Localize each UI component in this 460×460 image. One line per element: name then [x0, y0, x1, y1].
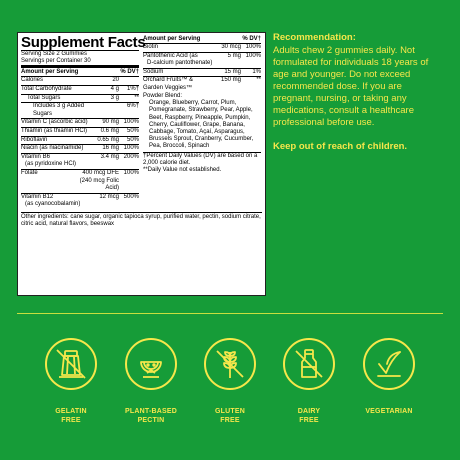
recommendation-block [273, 32, 443, 153]
b6-dv: 200% [123, 153, 139, 160]
nutrient-amount: 20 [112, 77, 119, 84]
footnote-dv: †Percent Daily Values (DV) are based on a 2,000 calorie diet. [143, 152, 258, 166]
b12-amount: 12 mcg [99, 193, 119, 200]
badge-label [116, 408, 186, 425]
badge-dairy-free [274, 338, 344, 425]
badge-plant-based-pectin [116, 338, 186, 425]
servings-per-container: Servings per Container 30 [21, 58, 139, 68]
pantothenic-sub: D-calcium pantothenate) [147, 60, 213, 67]
badge-label-line1: GLUTEN [215, 408, 245, 415]
nutrient-dv: 1%† [126, 86, 139, 92]
folate-amount: 400 mcg DFE [82, 169, 119, 176]
badge-label-line1: VEGETARIAN [365, 408, 413, 415]
badge-circle [363, 338, 415, 390]
nutrient-amount: 3 g [110, 94, 119, 101]
orchard-blend-row [143, 77, 261, 100]
nutrient-amount: 16 mg [102, 145, 119, 152]
nutrient-row [143, 44, 261, 53]
pantothenic-amount: 5 mg [227, 52, 241, 59]
nutrient-name: Includes 3 g Added Sugars [33, 103, 85, 117]
nutrient-row-b6 [21, 154, 139, 170]
pantothenic-dv: 100% [245, 52, 261, 59]
nutrient-name: Thiamin (as thiamin HCl) [21, 127, 88, 134]
badge-label-line2: FREE [299, 416, 319, 424]
pantothenic-name: Pantothenic Acid (as [143, 52, 198, 59]
nutrient-row [21, 128, 139, 137]
nutrient-name: Calories [21, 77, 44, 84]
nutrient-dv: 100% [123, 119, 139, 126]
nutrient-row [21, 95, 139, 104]
header-dv: % DV† [120, 69, 139, 76]
facts-header [21, 68, 139, 77]
child-warning: Keep out of reach of children. [273, 141, 408, 152]
badge-label [195, 408, 265, 425]
b12-dv: 500% [123, 193, 139, 200]
nutrient-dv: 50% [126, 136, 139, 143]
b6-name: Vitamin B6 [21, 153, 50, 160]
badge-gluten-free [195, 338, 265, 425]
other-ingredients: Other ingredients: cane sugar, organic tapioca syrup, purified water, pectin, sodium citrate, citric acid, natural flavors, beeswax [21, 213, 261, 228]
nutrient-amount [91, 103, 119, 118]
nutrient-amount: 4 g [110, 86, 119, 92]
facts-left-column [21, 34, 146, 209]
badge-label [36, 408, 106, 425]
facts-header-right [143, 35, 261, 44]
nutrient-dv: ** [134, 94, 139, 101]
sodium-dv: 1% [252, 68, 261, 75]
nutrient-dv: 50% [126, 127, 139, 134]
orchard-name: Orchard Fruits™ & Garden Veggies™ Powder Blend: [143, 77, 194, 99]
sliced-fruit-icon [127, 340, 175, 388]
nutrient-row [21, 137, 139, 146]
badge-label-line2: PECTIN [137, 416, 165, 424]
nutrient-name: Total Sugars [27, 94, 61, 101]
folate-sub: (240 mcg Folic Acid) [79, 177, 119, 192]
footnote-no-dv: **Daily Value not established. [143, 166, 222, 173]
header-amount: Amount per Serving [21, 69, 79, 76]
feature-badges [0, 338, 460, 448]
facts-title: Supplement Facts [21, 34, 146, 51]
badge-circle [204, 338, 256, 390]
nutrient-name: Biotin [143, 44, 159, 50]
folate-dv: 100% [123, 169, 139, 176]
facts-right-column [143, 35, 261, 209]
nutrient-dv: 100% [123, 145, 139, 152]
sodium-amount: 15 mg [224, 68, 241, 75]
supplement-facts-panel [17, 32, 266, 296]
nutrient-row-pantothenic [143, 53, 261, 69]
nutrient-amount: 90 mg [102, 119, 119, 126]
badge-label [274, 408, 344, 425]
badge-label-line1: PLANT-BASED [125, 408, 177, 415]
badge-circle [125, 338, 177, 390]
nutrient-dv: 100% [245, 44, 261, 50]
badge-label-line2: FREE [220, 416, 240, 424]
leaf-check-icon [365, 340, 413, 388]
nutrient-row [21, 86, 139, 95]
header-amount-right: Amount per Serving [143, 36, 201, 42]
gelatin-mold-crossed-icon [47, 340, 95, 388]
nutrient-row [21, 103, 139, 119]
nutrient-row [21, 77, 139, 86]
nutrient-amount: 0.6 mg [100, 127, 119, 134]
badge-label-line1: DAIRY [297, 408, 321, 415]
orchard-dv: ** [256, 77, 261, 84]
sodium-name: Sodium [143, 68, 164, 75]
badge-circle [45, 338, 97, 390]
wheat-crossed-icon [206, 340, 254, 388]
badge-gelatin-free [36, 338, 106, 425]
badge-label-line1: GELATIN [55, 408, 87, 415]
nutrient-rows-right [143, 44, 261, 53]
nutrient-amount: 0.65 mg [97, 136, 119, 143]
nutrient-row-b12 [21, 194, 139, 209]
nutrient-row [21, 145, 139, 154]
recommendation-title: Recommendation: [273, 32, 356, 43]
recommendation-body: Adults chew 2 gummies daily. Not formulated for individuals 18 years of age and younger. Do not exceed recommended dose. If you are pregnant, nursing, or taking any medications, consult a healthcare professional before use. [273, 45, 429, 128]
nutrient-amount: 30 mcg [221, 44, 241, 50]
nutrient-dv [119, 77, 139, 85]
badge-circle [283, 338, 335, 390]
nutrient-row-folate [21, 170, 139, 194]
b6-sub: (as pyridoxine HCl) [25, 161, 77, 168]
nutrient-name: Riboflavin [21, 136, 48, 143]
badge-label [354, 408, 424, 417]
nutrient-dv: 6%† [126, 103, 139, 110]
folate-name: Folate [21, 169, 38, 176]
b12-name: Vitamin B12 [21, 193, 54, 200]
nutrient-row [21, 119, 139, 128]
nutrient-name: Niacin (as niacinamide) [21, 145, 84, 152]
orchard-blend-list: Orange, Blueberry, Carrot, Plum, Pomegranate, Strawberry, Pear, Apple, Beet, Raspberry, Pineapple, Pumpkin, Cherry, Cauliflower, Grape, Banana, Cabbage, Tomato, Açaí, Asparagus, Brussels Sprout, Cranberry, Cucumber, Pea, Broccoli, Spinach [143, 100, 261, 152]
b12-sub: (as cyanocobalamin) [25, 201, 81, 208]
nutrient-name: Vitamin C (ascorbic acid) [21, 119, 88, 126]
nutrient-name: Total Carbohydrate [21, 86, 72, 92]
milk-bottle-crossed-icon [285, 340, 333, 388]
section-divider [17, 313, 443, 314]
b6-amount: 3.4 mg [100, 153, 119, 160]
nutrient-rows-left [21, 77, 139, 153]
serving-size: Serving Size 2 Gummies [21, 51, 88, 57]
orchard-amount: 150 mg [220, 77, 241, 84]
header-dv-right: % DV† [242, 36, 261, 42]
badge-label-line2: FREE [61, 416, 81, 424]
badge-vegetarian [354, 338, 424, 417]
